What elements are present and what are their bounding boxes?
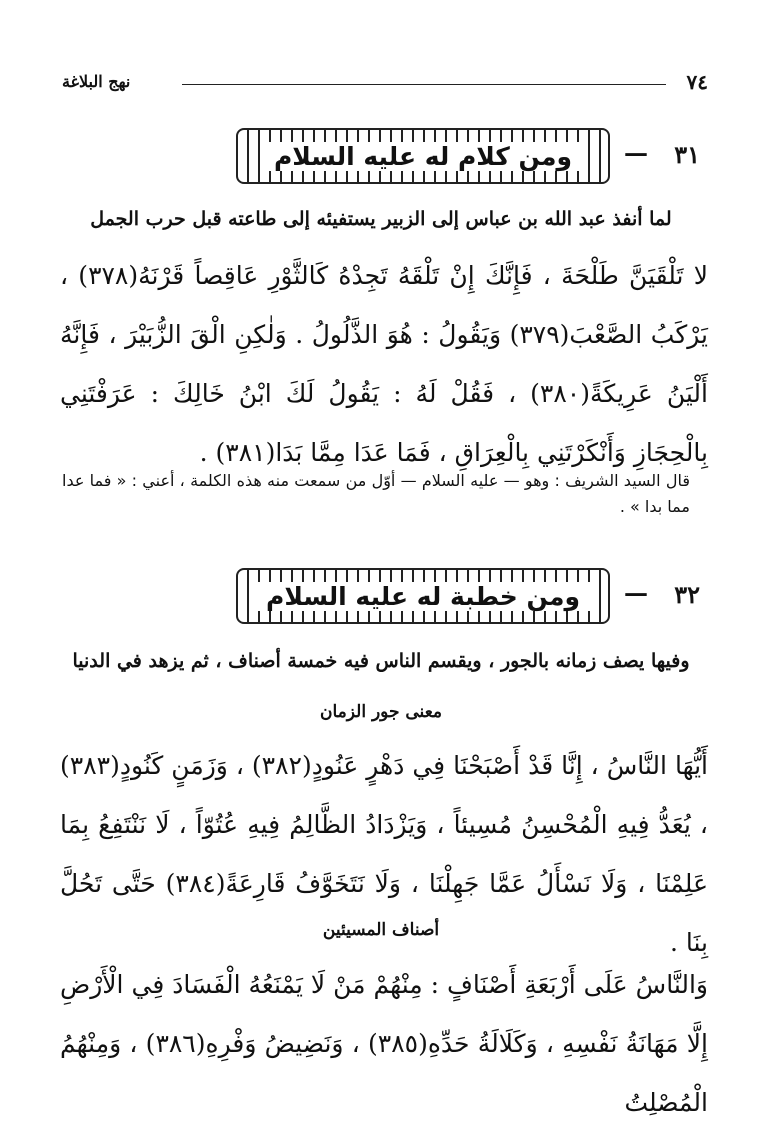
topic-heading-1: معنى جور الزمان [320, 702, 442, 722]
header-rule [182, 84, 666, 85]
section-31-heading [60, 128, 700, 188]
page-header [62, 70, 708, 100]
sharif-note: قال السيد الشريف : وهو — عليه السلام — أوّل من سمعت منه هذه الكلمة ، أعني : « فما عدا مما بدا » . [62, 471, 690, 516]
section-dash: — [624, 578, 648, 607]
running-title: نهج البلاغة [62, 72, 131, 91]
section-32-body-1: أَيُّهَا النَّاسُ ، إِنَّا قَدْ أَصْبَحْنَا فِي دَهْرٍ عَنُودٍ(٣٨٢) ، وَزَمَنٍ كَنُودٍ(٣٨٣) ، يُعَدُّ فِيهِ الْمُحْسِنُ مُسِيئاً ، وَيَزْدَادُ الظَّالِمُ فِيهِ عُتُوّاً ، لَا نَنْتَفِعُ بِمَا عَلِمْنَا ، وَلَا نَسْأَلُ عَمَّا جَهِلْنَا ، وَلَا نَتَخَوَّفُ قَارِعَةً(٣٨٤) حَتَّى تَحُلَّ بِنَا . [60, 751, 708, 957]
section-number: ٣١ [674, 140, 700, 169]
section-32-heading [60, 568, 700, 628]
topic-heading-2: أصناف المسيئين [322, 920, 440, 940]
section-31-body: لا تَلْقَيَنَّ طَلْحَةَ ، فَإِنَّكَ إِنْ تَلْقَهُ تَجِدْهُ كَالثَّوْرِ عَاقِصاً قَرْنَهُ(٣٧٨) ، يَرْكَبُ الصَّعْبَ(٣٧٩) وَيَقُولُ : هُوَ الذَّلُولُ . وَلٰكِنِ الْقَ الزُّبَيْرَ ، فَإِنَّهُ أَلْيَنُ عَرِيكَةً(٣٨٠) ، فَقُلْ لَهُ : يَقُولُ لَكَ ابْنُ خَالِكَ : عَرَفْتَنِي بِالْحِجَازِ وَأَنْكَرْتَنِي بِالْعِرَاقِ ، فَمَا عَدَا مِمَّا بَدَا(٣٨١) . [60, 261, 708, 467]
section-32-body-2: وَالنَّاسُ عَلَى أَرْبَعَةِ أَصْنَافٍ : مِنْهُمْ مَنْ لَا يَمْنَعُهُ الْفَسَادَ فِي الْأَرْضِ إِلَّا مَهَانَةُ نَفْسِهِ ، وَكَلَالَةُ حَدِّهِ(٣٨٥) ، وَنَضِيضُ وَفْرِهِ(٣٨٦) ، وَمِنْهُمُ الْمُصْلِتُ [60, 970, 708, 1117]
calligraphic-heading [236, 568, 610, 624]
section-31-subheading: لما أنفذ عبد الله بن عباس إلى الزبير يستفيئه إلى طاعته قبل حرب الجمل [90, 208, 672, 230]
calligraphic-heading [236, 128, 610, 184]
section-32-subheading: وفيها يصف زمانه بالجور ، ويقسم الناس فيه خمسة أصناف ، ثم يزهد في الدنيا [72, 650, 690, 672]
section-dash: — [624, 138, 648, 167]
heading-text: ومن كلام له عليه السلام [264, 142, 582, 171]
section-number: ٣٢ [674, 580, 700, 609]
page-number: ٧٤ [686, 70, 708, 94]
heading-text: ومن خطبة له عليه السلام [256, 582, 590, 611]
